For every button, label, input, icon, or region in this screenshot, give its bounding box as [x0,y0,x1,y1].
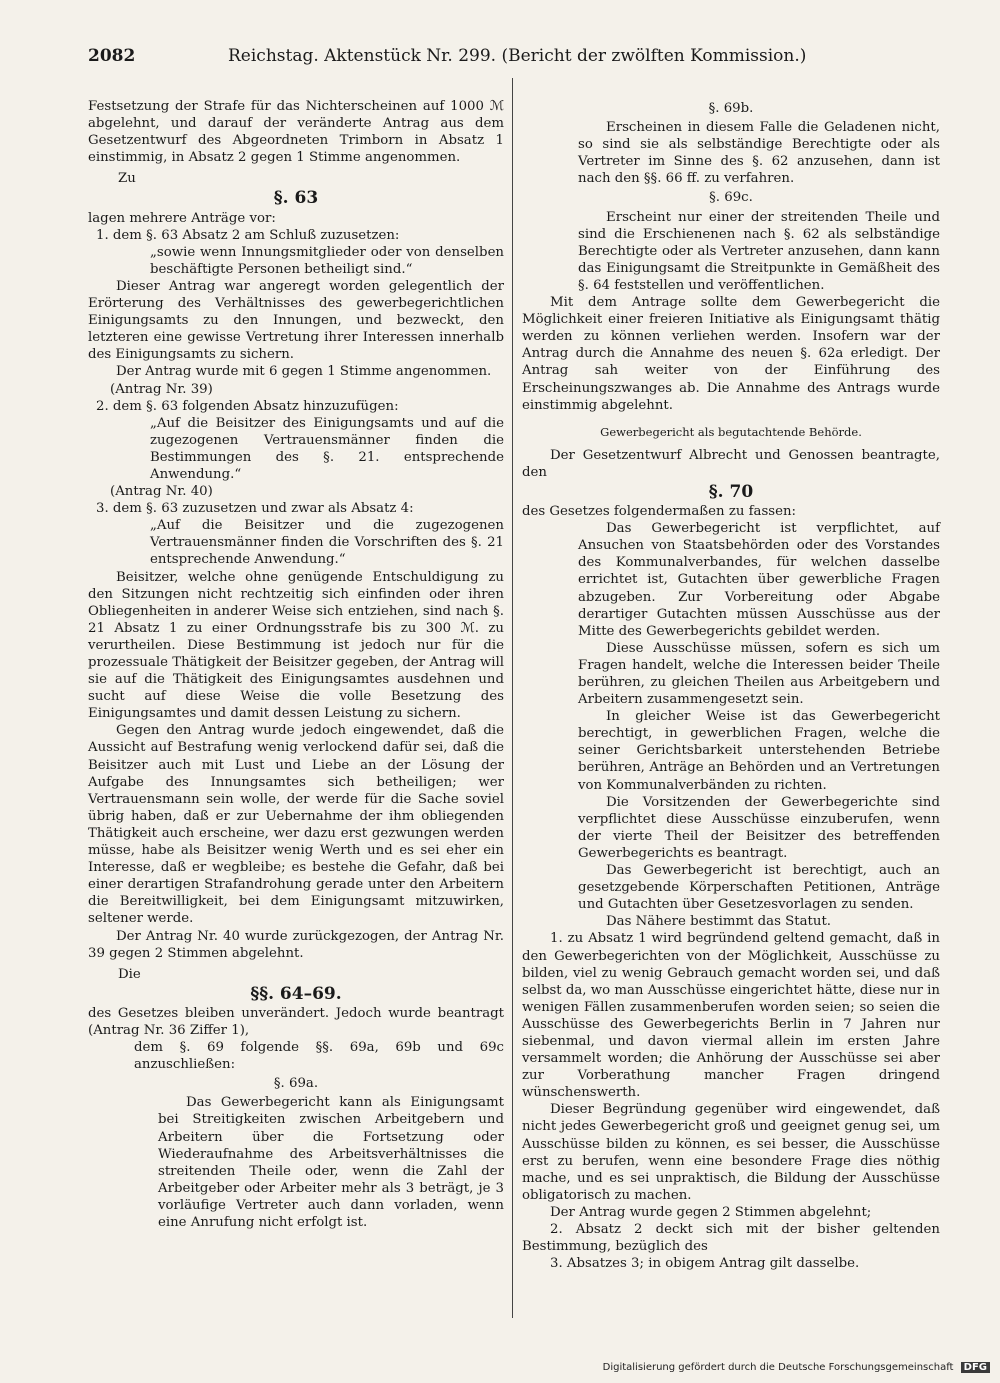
paragraph: Festsetzung der Strafe für das Nichterscheinen auf 1000 ℳ abgelehnt, und darauf der veränderte Antrag aus dem Gesetzentwurf des Abgeordneten Trimborn in Absatz 1 einstimmig, in Absatz 2 gegen 1 Stimme angenommen. [88,99,504,166]
note: (Antrag Nr. 40) [110,484,213,500]
paragraph: des Gesetzes bleiben unverändert. Jedoch wurde beantragt (Antrag Nr. 36 Ziffer 1), [88,1005,504,1038]
section-heading-63: §. 63 [273,188,319,209]
list-item: 3. dem §. 63 zuzusetzen und zwar als Absatz 4: [96,501,414,517]
page-header [88,44,938,72]
section-intro: Zu [118,171,136,187]
dfg-logo: DFG [961,1362,990,1373]
paragraph: des Gesetzes folgendermaßen zu fassen: [522,504,797,520]
list-item: 2. dem §. 63 folgenden Absatz hinzuzufügen: [96,398,399,414]
paragraph: dem §. 69 folgende §§. 69a, 69b und 69c anzuschließen: [134,1040,504,1073]
section-heading-64-69: §§. 64–69. [250,983,342,1004]
subsection-heading: §. 69b. [708,101,754,116]
section-intro: Die [118,966,141,982]
paragraph: Der Antrag Nr. 40 wurde zurückgezogen, der Antrag Nr. 39 gegen 2 Stimmen abgelehnt. [88,928,504,961]
paragraph: 2. Absatz 2 deckt sich mit der bisher geltenden Bestimmung, bezüglich des [522,1222,940,1255]
paragraph: Mit dem Antrage sollte dem Gewerbegericht die Möglichkeit einer freieren Initiative als Einigungsamt thätig werden zu können verliehen werden. Insofern war der Antrag durch die Annahme des neuen §. 62a erledigt. Der Antrag sah weiter von der Einführung des Erscheinungszwanges ab. Die Annahme des Antrags wurde einstimmig abgelehnt. [522,295,940,413]
list-item: 1. dem §. 63 Absatz 2 am Schluß zuzusetzen: [96,227,400,243]
paragraph: Das Gewerbegericht ist berechtigt, auch an gesetzgebende Körperschaften Petitionen, Anträge und Gutachten über Gesetzesvorlagen zu senden. [578,863,940,913]
subsection-heading: §. 69c. [709,190,753,206]
section-heading-70: §. 70 [708,481,754,502]
paragraph: lagen mehrere Anträge vor: [88,210,276,226]
paragraph: Der Gesetzentwurf Albrecht und Genossen beantragte, den [522,447,940,480]
paragraph: Das Gewerbegericht kann als Einigungsamt bei Streitigkeiten zwischen Arbeitgebern und Arbeitern über die Fortsetzung oder Wiederaufnahme des Arbeitsverhältnisses die streitenden Theile oder, wenn die Zahl der Arbeitgeber oder Arbeiter mehr als 3 beträgt, je 3 vorläufige Vertreter auch dann vorladen, wenn eine Anrufung nicht erfolgt ist. [158,1095,504,1230]
left-column [88,98,504,1231]
column-divider [512,78,513,1318]
paragraph: Die Vorsitzenden der Gewerbegerichte sind verpflichtet diese Ausschüsse einzuberufen, wenn der vierte Theil der Beisitzer des betreffenden Gewerbegerichts es beantragt. [578,794,940,861]
paragraph: Der Antrag wurde gegen 2 Stimmen abgelehnt; [550,1204,872,1220]
right-column [522,98,940,1272]
paragraph: Gegen den Antrag wurde jedoch eingewendet, daß die Aussicht auf Bestrafung wenig verlockend dafür sei, daß die Beisitzer auch mit Lust und Liebe an der Lösung der Aufgabe des Innungsamtes sich betheiligen; wer Vertrauensmann sein wolle, der werde für die Sache soviel übrig haben, daß er zur Uebernahme der ihm obliegenden Thätigkeit auch erscheine, wer dazu erst gezwungen werden müsse, habe als Beisitzer wenig Werth und es sei eher ein Interesse, daß er wegbleibe; es bestehe die Gefahr, daß bei einer derartigen Strafandrohung gerade unter den Arbeitern die Bereitwilligkeit, bei dem Einigungsamt mitzuwirken, seltener werde. [88,723,504,927]
running-title: Reichstag. Aktenstück Nr. 299. (Bericht der zwölften Kommission.) [228,46,807,66]
footer-text: Digitalisierung gefördert durch die Deutsche Forschungsgemeinschaft [602,1362,954,1373]
paragraph: Diese Ausschüsse müssen, sofern es sich um Fragen handelt, welche die Interessen beider Theile berühren, zu gleichen Theilen aus Arbeitgebern und Arbeitern zusammengesetzt sein. [578,640,940,708]
quote: „Auf die Beisitzer des Einigungsamts und auf die zugezogenen Vertrauensmänner finden die Bestimmungen des §. 21. entsprechende Anwendung.“ [150,415,504,482]
paragraph: Das Gewerbegericht ist verpflichtet, auf Ansuchen von Staatsbehörden oder des Vorstandes des Kommunalverbandes, für welchen dasselbe errichtet ist, Gutachten über gewerbliche Fragen abzugeben. Zur Vorbereitung oder Abgabe derartiger Gutachten müssen Ausschüsse aus der Mitte des Gewerbegerichts gebildet werden. [578,521,940,639]
quote: „Auf die Beisitzer und die zugezogenen Vertrauensmänner finden die Vorschriften des §. 21 entsprechende Anwendung.“ [150,518,504,568]
paragraph: Das Nähere bestimmt das Statut. [606,914,832,930]
paragraph: Erscheinen in diesem Falle die Geladenen nicht, so sind sie als selbständige Berechtigte oder als Vertreter im Sinne des §. 62 anzusehen, dann ist nach den §§. 66 ff. zu verfahren. [578,120,940,187]
subsection-heading: §. 69a. [273,1076,319,1092]
paragraph: Erscheint nur einer der streitenden Theile und sind die Erschienenen nach §. 62 als selbständige Berechtigte oder als Vertreter anzusehen, dann kann das Einigungsamt die Streitpunkte in Gemäßheit des §. 64 feststellen und veröffentlichen. [578,209,940,293]
page-number: 2082 [88,46,136,66]
paragraph: Beisitzer, welche ohne genügende Entschuldigung zu den Sitzungen nicht rechtzeitig sich einfinden oder ihren Obliegenheiten in anderer Weise sich entziehen, sind nach §. 21 Absatz 1 zu einer Ordnungsstrafe bis zu 300 ℳ. zu verurtheilen. Diese Bestimmung ist jedoch nur für die prozessuale Thätigkeit der Beisitzer gegeben, der Antrag will sie auf die Thätigkeit des Einigungsamtes ausdehnen und sucht auf diese Weise die volle Besetzung des Einigungsamtes und damit dessen Leistung zu sichern. [88,569,504,722]
quote: „sowie wenn Innungsmitglieder oder von denselben beschäftigte Personen betheiligt sind.“ [150,244,504,277]
paragraph: Dieser Antrag war angeregt worden gelegentlich der Erörterung des Verhältnisses des gewerbegerichtlichen Einigungsamts zu den Innungen, und bezweckt, den letzteren eine gewisse Vertretung ihrer Interessen innerhalb des Einigungsamts zu sichern. [88,278,504,363]
paragraph: Dieser Begründung gegenüber wird eingewendet, daß nicht jedes Gewerbegericht groß und geeignet genug sei, um Ausschüsse bilden zu können, es sei besser, die Ausschüsse erst zu berufen, wenn eine besondere Frage dies nöthig mache, und es sei unpraktisch, die Bildung der Ausschüsse obligatorisch zu machen. [522,1102,940,1203]
subhead: Gewerbegericht als begutachtende Behörde. [600,424,862,439]
note: (Antrag Nr. 39) [110,381,213,397]
paragraph: 1. zu Absatz 1 wird begründend geltend gemacht, daß in den Gewerbegerichten von der Möglichkeit, Ausschüsse zu bilden, viel zu wenig Gebrauch gemacht worden sei, und daß selbst da, wo man Ausschüsse eingerichtet hätte, diese nur in wenigen Fällen zusammenberufen worden seien; so seien die Ausschüsse des Gewerbegerichts Berlin in 7 Jahren nur siebenmal, und davon viermal allein im ersten Jahre versammelt worden; die Anhörung der Ausschüsse sei aber zur Vorberathung mancher Fragen dringend wünschenswerth. [522,931,940,1101]
paragraph: In gleicher Weise ist das Gewerbegericht berechtigt, in gewerblichen Fragen, welche die seiner Gerichtsbarkeit unterstehenden Betriebe berühren, Anträge an Behörden und an Vertretungen von Kommunalverbänden zu richten. [578,709,940,793]
paragraph: Der Antrag wurde mit 6 gegen 1 Stimme angenommen. [116,364,492,380]
paragraph: 3. Absatzes 3; in obigem Antrag gilt dasselbe. [550,1256,860,1272]
footer-credit [603,1362,990,1373]
